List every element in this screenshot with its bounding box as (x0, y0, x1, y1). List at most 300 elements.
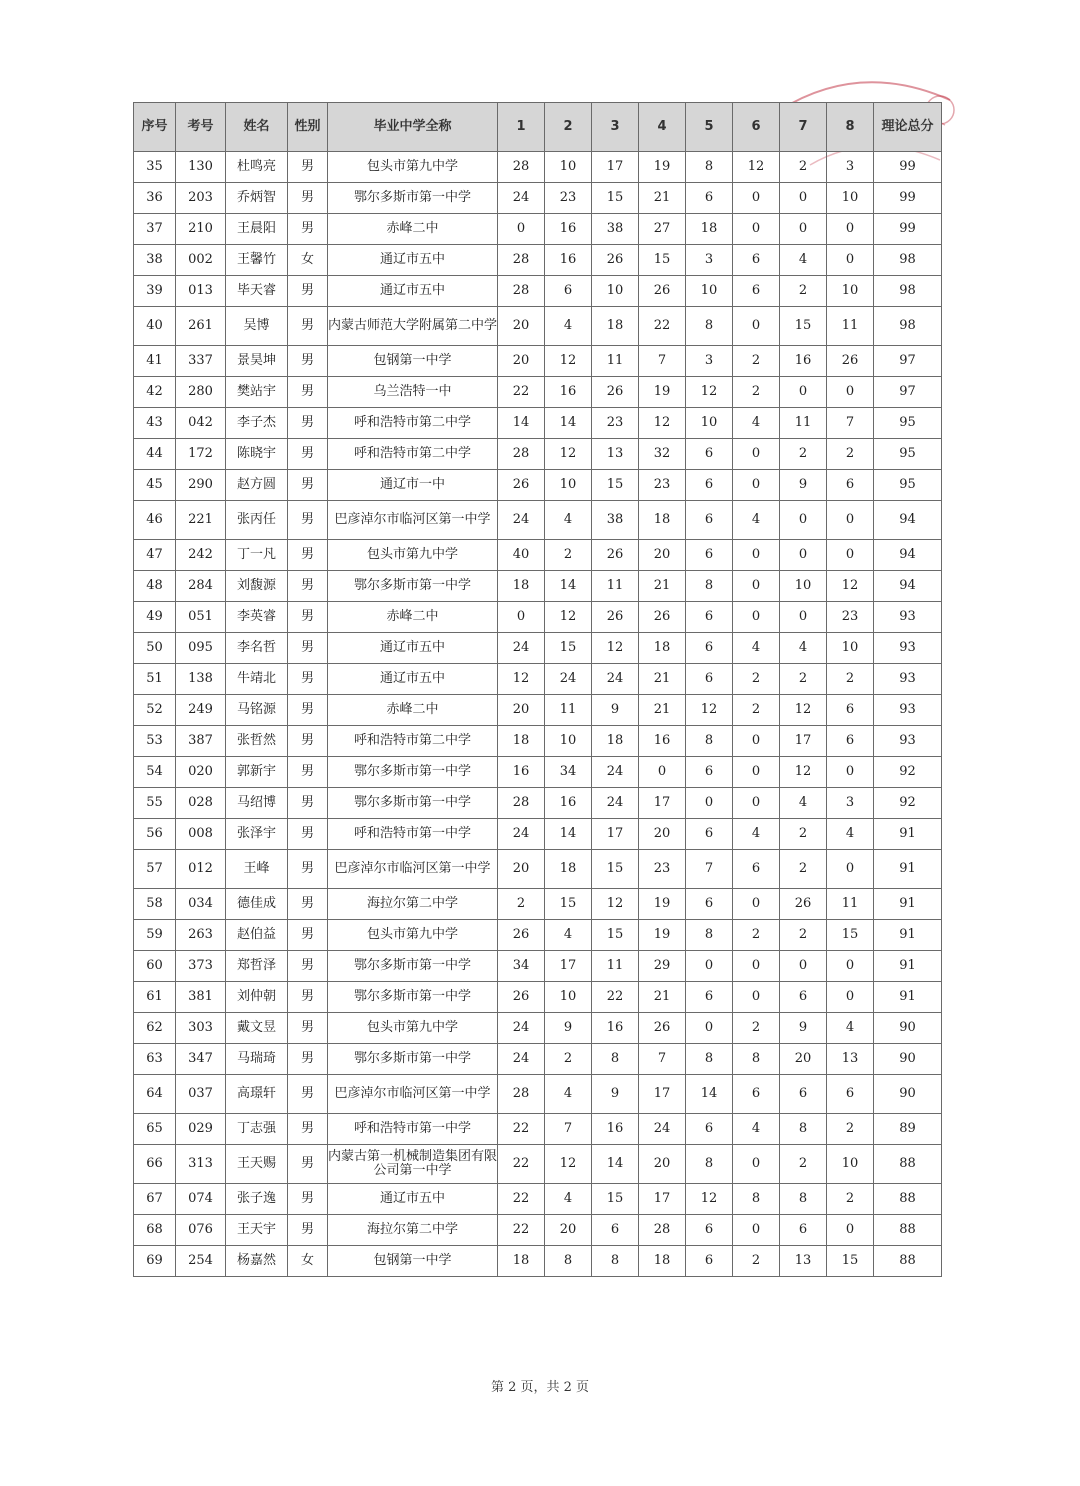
table-cell: 男 (288, 757, 328, 788)
table-cell: 15 (827, 920, 874, 951)
table-cell: 通辽市五中 (328, 276, 498, 307)
table-cell: 4 (545, 307, 592, 346)
table-cell: 6 (686, 1246, 733, 1277)
table-row (134, 470, 942, 501)
table-cell: 23 (545, 183, 592, 214)
table-cell: 43 (134, 408, 176, 439)
table-cell: 0 (733, 982, 780, 1013)
table-row (134, 571, 942, 602)
table-cell: 24 (545, 664, 592, 695)
table-cell: 24 (592, 757, 639, 788)
table-cell: 15 (780, 307, 827, 346)
table-cell: 16 (592, 1013, 639, 1044)
table-cell: 10 (780, 571, 827, 602)
table-cell: 97 (874, 377, 942, 408)
table-cell: 0 (498, 602, 545, 633)
table-cell: 2 (827, 1114, 874, 1145)
table-cell: 21 (639, 982, 686, 1013)
table-cell: 0 (639, 757, 686, 788)
table-cell: 6 (686, 889, 733, 920)
table-cell: 呼和浩特市第二中学 (328, 408, 498, 439)
table-cell: 通辽市五中 (328, 1184, 498, 1215)
table-cell: 20 (639, 819, 686, 850)
table-cell: 32 (639, 439, 686, 470)
table-cell: 98 (874, 307, 942, 346)
table-cell: 99 (874, 152, 942, 183)
table-cell: 12 (545, 439, 592, 470)
table-cell: 44 (134, 439, 176, 470)
table-cell: 3 (686, 245, 733, 276)
table-cell: 赤峰二中 (328, 602, 498, 633)
table-cell: 李子杰 (226, 408, 288, 439)
table-cell: 2 (733, 664, 780, 695)
table-cell: 13 (827, 1044, 874, 1075)
table-cell: 38 (592, 214, 639, 245)
table-cell: 12 (686, 695, 733, 726)
table-cell: 包头市第九中学 (328, 920, 498, 951)
table-cell: 0 (780, 377, 827, 408)
table-row (134, 889, 942, 920)
table-cell: 丁志强 (226, 1114, 288, 1145)
table-cell: 26 (780, 889, 827, 920)
table-cell: 李名哲 (226, 633, 288, 664)
table-cell: 郑哲泽 (226, 951, 288, 982)
table-cell: 68 (134, 1215, 176, 1246)
table-cell: 鄂尔多斯市第一中学 (328, 183, 498, 214)
table-cell: 李英睿 (226, 602, 288, 633)
table-cell: 张子逸 (226, 1184, 288, 1215)
table-cell: 6 (686, 1114, 733, 1145)
table-row (134, 346, 942, 377)
table-cell: 男 (288, 439, 328, 470)
table-cell: 020 (176, 757, 226, 788)
table-cell: 94 (874, 540, 942, 571)
table-cell: 0 (733, 214, 780, 245)
table-cell: 8 (686, 920, 733, 951)
table-cell: 2 (733, 1246, 780, 1277)
table-cell: 马铭源 (226, 695, 288, 726)
table-cell: 20 (545, 1215, 592, 1246)
table-cell: 3 (827, 788, 874, 819)
table-cell: 387 (176, 726, 226, 757)
table-cell: 94 (874, 501, 942, 540)
table-cell: 20 (498, 850, 545, 889)
table-cell: 91 (874, 850, 942, 889)
table-cell: 0 (827, 501, 874, 540)
table-cell: 男 (288, 951, 328, 982)
table-cell: 20 (639, 540, 686, 571)
table-cell: 15 (592, 1184, 639, 1215)
table-cell: 6 (686, 183, 733, 214)
table-cell: 0 (733, 183, 780, 214)
table-cell: 8 (686, 152, 733, 183)
table-cell: 284 (176, 571, 226, 602)
table-cell: 45 (134, 470, 176, 501)
table-cell: 17 (545, 951, 592, 982)
column-header: 姓名 (226, 103, 288, 152)
table-cell: 69 (134, 1246, 176, 1277)
table-cell: 19 (639, 889, 686, 920)
table-cell: 54 (134, 757, 176, 788)
table-cell: 2 (780, 276, 827, 307)
table-cell: 8 (733, 1184, 780, 1215)
table-cell: 263 (176, 920, 226, 951)
table-cell: 347 (176, 1044, 226, 1075)
table-cell: 6 (686, 757, 733, 788)
table-cell: 242 (176, 540, 226, 571)
table-cell: 4 (545, 920, 592, 951)
table-cell: 男 (288, 982, 328, 1013)
table-cell: 2 (780, 850, 827, 889)
table-cell: 男 (288, 633, 328, 664)
table-cell: 男 (288, 470, 328, 501)
table-cell: 20 (639, 1145, 686, 1184)
table-cell: 95 (874, 470, 942, 501)
table-cell: 15 (592, 920, 639, 951)
table-cell: 包头市第九中学 (328, 540, 498, 571)
table-cell: 男 (288, 602, 328, 633)
table-cell: 张哲然 (226, 726, 288, 757)
table-row (134, 377, 942, 408)
table-cell: 36 (134, 183, 176, 214)
table-cell: 8 (545, 1246, 592, 1277)
table-cell: 8 (686, 1044, 733, 1075)
table-cell: 27 (639, 214, 686, 245)
table-cell: 26 (498, 982, 545, 1013)
table-row (134, 1013, 942, 1044)
table-cell: 0 (733, 540, 780, 571)
table-cell: 16 (498, 757, 545, 788)
table-cell: 15 (592, 850, 639, 889)
table-cell: 0 (780, 540, 827, 571)
table-cell: 通辽市五中 (328, 633, 498, 664)
table-cell: 22 (498, 1114, 545, 1145)
table-cell: 刘仲朝 (226, 982, 288, 1013)
table-cell: 40 (498, 540, 545, 571)
table-cell: 9 (592, 695, 639, 726)
table-cell: 0 (827, 377, 874, 408)
table-cell: 10 (827, 183, 874, 214)
table-cell: 91 (874, 920, 942, 951)
table-cell: 巴彦淖尔市临河区第一中学 (328, 850, 498, 889)
table-cell: 王馨竹 (226, 245, 288, 276)
table-cell: 28 (498, 152, 545, 183)
table-cell: 2 (827, 1184, 874, 1215)
table-cell: 男 (288, 819, 328, 850)
table-cell: 49 (134, 602, 176, 633)
table-cell: 6 (827, 470, 874, 501)
table-cell: 0 (827, 850, 874, 889)
column-header: 序号 (134, 103, 176, 152)
table-cell: 26 (498, 470, 545, 501)
table-cell: 15 (545, 633, 592, 664)
table-cell: 002 (176, 245, 226, 276)
table-cell: 16 (545, 788, 592, 819)
table-cell: 17 (639, 788, 686, 819)
table-cell: 9 (592, 1075, 639, 1114)
table-cell: 037 (176, 1075, 226, 1114)
table-cell: 172 (176, 439, 226, 470)
table-cell: 8 (780, 1184, 827, 1215)
table-cell: 21 (639, 695, 686, 726)
table-cell: 19 (639, 152, 686, 183)
table-cell: 2 (733, 1013, 780, 1044)
table-cell: 王晨阳 (226, 214, 288, 245)
table-cell: 10 (827, 276, 874, 307)
table-cell: 373 (176, 951, 226, 982)
table-cell: 鄂尔多斯市第一中学 (328, 1044, 498, 1075)
table-cell: 呼和浩特市第一中学 (328, 1114, 498, 1145)
table-cell: 42 (134, 377, 176, 408)
table-cell: 051 (176, 602, 226, 633)
table-cell: 26 (639, 602, 686, 633)
table-cell: 203 (176, 183, 226, 214)
column-header: 4 (639, 103, 686, 152)
table-cell: 095 (176, 633, 226, 664)
table-row (134, 757, 942, 788)
table-cell: 0 (733, 571, 780, 602)
table-cell: 18 (545, 850, 592, 889)
table-cell: 39 (134, 276, 176, 307)
table-cell: 18 (686, 214, 733, 245)
table-cell: 包头市第九中学 (328, 152, 498, 183)
table-cell: 女 (288, 245, 328, 276)
table-cell: 23 (639, 470, 686, 501)
table-cell: 2 (498, 889, 545, 920)
table-cell: 18 (592, 726, 639, 757)
table-cell: 28 (498, 1075, 545, 1114)
table-cell: 40 (134, 307, 176, 346)
table-cell: 毕天睿 (226, 276, 288, 307)
table-row (134, 1145, 942, 1184)
table-cell: 4 (733, 1114, 780, 1145)
table-cell: 61 (134, 982, 176, 1013)
table-cell: 26 (639, 1013, 686, 1044)
table-cell: 26 (639, 276, 686, 307)
table-cell: 鄂尔多斯市第一中学 (328, 951, 498, 982)
table-row (134, 276, 942, 307)
table-cell: 男 (288, 726, 328, 757)
table-row (134, 408, 942, 439)
table-cell: 26 (827, 346, 874, 377)
table-cell: 8 (686, 1145, 733, 1184)
table-cell: 14 (545, 819, 592, 850)
table-cell: 254 (176, 1246, 226, 1277)
table-cell: 6 (592, 1215, 639, 1246)
table-cell: 6 (686, 602, 733, 633)
table-cell: 6 (686, 540, 733, 571)
table-cell: 2 (827, 664, 874, 695)
table-row (134, 788, 942, 819)
table-cell: 94 (874, 571, 942, 602)
table-cell: 16 (545, 377, 592, 408)
table-cell: 3 (827, 152, 874, 183)
table-cell: 男 (288, 1013, 328, 1044)
table-cell: 0 (733, 307, 780, 346)
table-cell: 38 (134, 245, 176, 276)
table-row (134, 664, 942, 695)
table-cell: 12 (639, 408, 686, 439)
table-cell: 2 (780, 1145, 827, 1184)
table-cell: 内蒙古第一机械制造集团有限公司第一中学 (328, 1145, 498, 1184)
table-cell: 0 (827, 245, 874, 276)
table-cell: 8 (592, 1044, 639, 1075)
table-cell: 0 (827, 540, 874, 571)
table-cell: 男 (288, 850, 328, 889)
table-cell: 12 (780, 695, 827, 726)
table-cell: 10 (545, 152, 592, 183)
table-cell: 男 (288, 276, 328, 307)
table-cell: 4 (780, 633, 827, 664)
table-cell: 12 (733, 152, 780, 183)
table-cell: 0 (827, 214, 874, 245)
table-cell: 280 (176, 377, 226, 408)
table-cell: 18 (498, 1246, 545, 1277)
table-cell: 4 (545, 501, 592, 540)
table-cell: 2 (733, 695, 780, 726)
table-cell: 7 (827, 408, 874, 439)
table-cell: 029 (176, 1114, 226, 1145)
table-cell: 4 (733, 819, 780, 850)
table-cell: 12 (545, 602, 592, 633)
column-header: 8 (827, 103, 874, 152)
table-cell: 97 (874, 346, 942, 377)
table-cell: 刘馥源 (226, 571, 288, 602)
table-cell: 海拉尔第二中学 (328, 1215, 498, 1246)
table-cell: 通辽市五中 (328, 245, 498, 276)
column-header: 理论总分 (874, 103, 942, 152)
table-cell: 4 (733, 633, 780, 664)
table-cell: 24 (498, 501, 545, 540)
table-cell: 13 (780, 1246, 827, 1277)
table-cell: 034 (176, 889, 226, 920)
table-cell: 马瑞琦 (226, 1044, 288, 1075)
table-cell: 18 (592, 307, 639, 346)
table-cell: 65 (134, 1114, 176, 1145)
table-cell: 11 (780, 408, 827, 439)
table-cell: 男 (288, 1184, 328, 1215)
table-cell: 0 (733, 1145, 780, 1184)
table-cell: 64 (134, 1075, 176, 1114)
table-cell: 53 (134, 726, 176, 757)
table-cell: 10 (592, 276, 639, 307)
table-row (134, 819, 942, 850)
table-cell: 6 (686, 501, 733, 540)
table-cell: 2 (827, 439, 874, 470)
table-cell: 63 (134, 1044, 176, 1075)
table-cell: 88 (874, 1246, 942, 1277)
table-cell: 19 (639, 920, 686, 951)
table-cell: 4 (827, 819, 874, 850)
table-cell: 呼和浩特市第一中学 (328, 819, 498, 850)
table-cell: 2 (733, 346, 780, 377)
column-header: 性别 (288, 103, 328, 152)
table-cell: 0 (686, 1013, 733, 1044)
table-cell: 8 (686, 726, 733, 757)
table-cell: 8 (592, 1246, 639, 1277)
table-cell: 22 (498, 1145, 545, 1184)
table-cell: 王天宇 (226, 1215, 288, 1246)
table-cell: 0 (686, 951, 733, 982)
table-cell: 0 (733, 1215, 780, 1246)
table-cell: 男 (288, 788, 328, 819)
table-cell: 24 (639, 1114, 686, 1145)
table-cell: 89 (874, 1114, 942, 1145)
table-cell: 50 (134, 633, 176, 664)
table-cell: 0 (733, 889, 780, 920)
table-cell: 6 (733, 245, 780, 276)
table-cell: 6 (780, 1215, 827, 1246)
table-cell: 18 (639, 501, 686, 540)
table-cell: 6 (780, 982, 827, 1013)
table-cell: 0 (780, 602, 827, 633)
table-cell: 0 (780, 501, 827, 540)
column-header: 1 (498, 103, 545, 152)
table-cell: 60 (134, 951, 176, 982)
table-row (134, 501, 942, 540)
table-cell: 7 (639, 346, 686, 377)
table-cell: 15 (827, 1246, 874, 1277)
table-cell: 24 (592, 664, 639, 695)
table-row (134, 245, 942, 276)
table-cell: 男 (288, 664, 328, 695)
column-header: 5 (686, 103, 733, 152)
table-row (134, 695, 942, 726)
table-cell: 19 (639, 377, 686, 408)
table-cell: 51 (134, 664, 176, 695)
table-cell: 90 (874, 1044, 942, 1075)
table-cell: 4 (545, 1075, 592, 1114)
table-cell: 24 (498, 819, 545, 850)
table-cell: 男 (288, 501, 328, 540)
table-row (134, 602, 942, 633)
table-cell: 91 (874, 982, 942, 1013)
table-cell: 47 (134, 540, 176, 571)
table-cell: 赵伯益 (226, 920, 288, 951)
table-cell: 9 (780, 1013, 827, 1044)
table-cell: 37 (134, 214, 176, 245)
table-cell: 0 (780, 183, 827, 214)
table-cell: 0 (827, 982, 874, 1013)
table-cell: 呼和浩特市第二中学 (328, 726, 498, 757)
table-cell: 18 (498, 726, 545, 757)
table-cell: 2 (780, 439, 827, 470)
table-cell: 6 (686, 819, 733, 850)
table-cell: 7 (545, 1114, 592, 1145)
table-cell: 包钢第一中学 (328, 346, 498, 377)
table-cell: 95 (874, 408, 942, 439)
table-cell: 男 (288, 408, 328, 439)
table-cell: 0 (827, 757, 874, 788)
table-cell: 6 (686, 439, 733, 470)
table-row (134, 1246, 942, 1277)
table-cell: 10 (545, 726, 592, 757)
table-cell: 17 (639, 1075, 686, 1114)
table-cell: 鄂尔多斯市第一中学 (328, 757, 498, 788)
table-cell: 2 (545, 540, 592, 571)
table-cell: 381 (176, 982, 226, 1013)
table-cell: 巴彦淖尔市临河区第一中学 (328, 501, 498, 540)
table-row (134, 183, 942, 214)
table-cell: 14 (498, 408, 545, 439)
table-cell: 0 (733, 788, 780, 819)
table-cell: 0 (827, 951, 874, 982)
table-cell: 0 (733, 470, 780, 501)
table-cell: 22 (498, 377, 545, 408)
table-cell: 18 (639, 1246, 686, 1277)
table-cell: 赤峰二中 (328, 214, 498, 245)
table-cell: 男 (288, 152, 328, 183)
